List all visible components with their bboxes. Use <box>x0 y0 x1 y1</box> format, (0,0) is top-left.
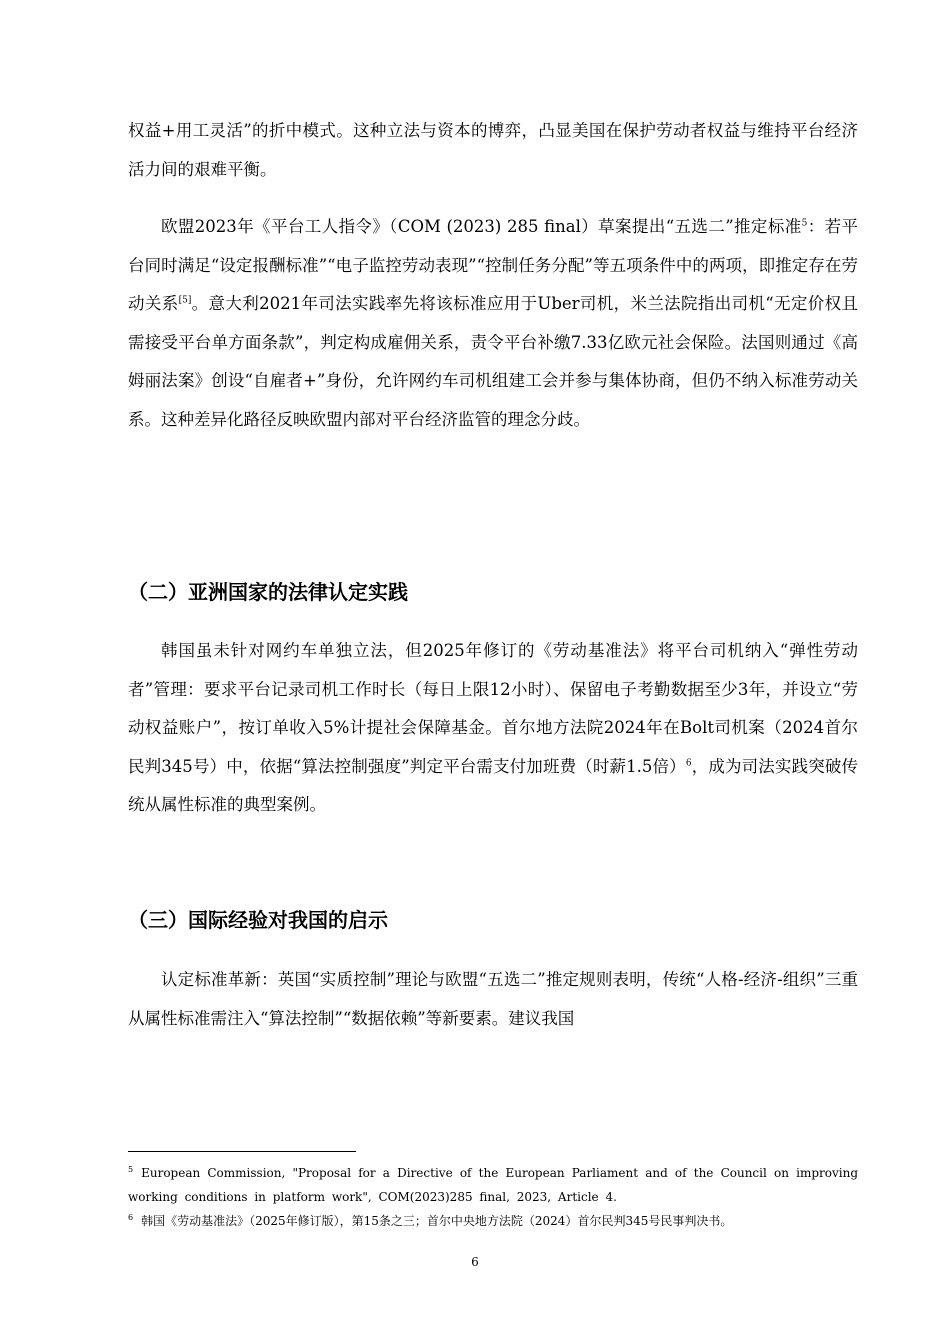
page-number: 6 <box>471 1255 479 1269</box>
footnote-mark: 5 <box>128 1165 134 1174</box>
footnote-ref-6[interactable]: 6 <box>685 758 692 768</box>
section-heading-asia: （二）亚洲国家的法律认定实践 <box>128 580 408 604</box>
paragraph-korea <box>128 632 858 825</box>
footnote-mark: 6 <box>128 1213 134 1222</box>
paragraph-eu-directive <box>128 208 858 439</box>
paragraph-standard-innovation: 认定标准革新：英国“实质控制”理论与欧盟“五选二”推定规则表明，传统“人格-经济-组织”三重从属性标准需注入“算法控制”“数据依赖”等新要素。建议我国 <box>128 970 858 1028</box>
section-heading-lessons: （三）国际经验对我国的启示 <box>128 908 388 932</box>
footnote-separator <box>128 1151 356 1152</box>
paragraph-text: ：若平台同时满足“设定报酬标准”“电子监控劳动表现”“控制任务分配”等五项条件中的两项，即推定存在劳动关系 <box>128 217 858 313</box>
citation-ref[interactable]: [5] <box>178 295 192 306</box>
paragraph-text: 欧盟2023年《平台工人指令》（COM (2023) 285 final）草案提出“五选二”推定标准 <box>161 217 802 236</box>
footnote-5 <box>128 1161 858 1209</box>
footnote-text: European Commission, "Proposal for a Directive of the European Parliament and of the Council on improving working conditions in platform work", COM(2023)285 final, 2023, Article 4. <box>128 1166 858 1204</box>
paragraph-text: 。意大利2021年司法实践率先将该标准应用于Uber司机，米兰法院指出司机“无定价权且需接受平台单方面条款”，判定构成雇佣关系，责令平台补缴7.33亿欧元社会保险。法国则通过《高姆丽法案》创设“自雇者+”身份，允许网约车司机组建工会并参与集体协商，但仍不纳入标准劳动关系。这种差异化路径反映欧盟内部对平台经济监管的理念分歧。 <box>128 294 859 429</box>
paragraph-text: 韩国虽未针对网约车单独立法，但2025年修订的《劳动基准法》将平台司机纳入“弹性劳动者”管理：要求平台记录司机工作时长（每日上限12小时）、保留电子考勤数据至少3年，并设立“劳动权益账户”，按订单收入5%计提社会保障基金。首尔地方法院2024年在Bolt司机案（2024首尔民判345号）中，依据“算法控制强度”判定平台需支付加班费（时薪1.5倍） <box>128 641 858 776</box>
paragraph-text: ，成为司法实践突破传统从属性标准的典型案例。 <box>128 756 859 814</box>
footnote-ref-5[interactable]: 5 <box>801 218 808 229</box>
footnote-text: 韩国《劳动基准法》（2025年修订版），第15条之三；首尔中央地方法院（2024）首尔民判345号民事判决书。 <box>141 1214 733 1228</box>
paragraph-continued: 权益+用工灵活”的折中模式。这种立法与资本的博弈，凸显美国在保护劳动者权益与维持平台经济活力间的艰难平衡。 <box>128 121 858 179</box>
footnote-6 <box>128 1209 858 1233</box>
